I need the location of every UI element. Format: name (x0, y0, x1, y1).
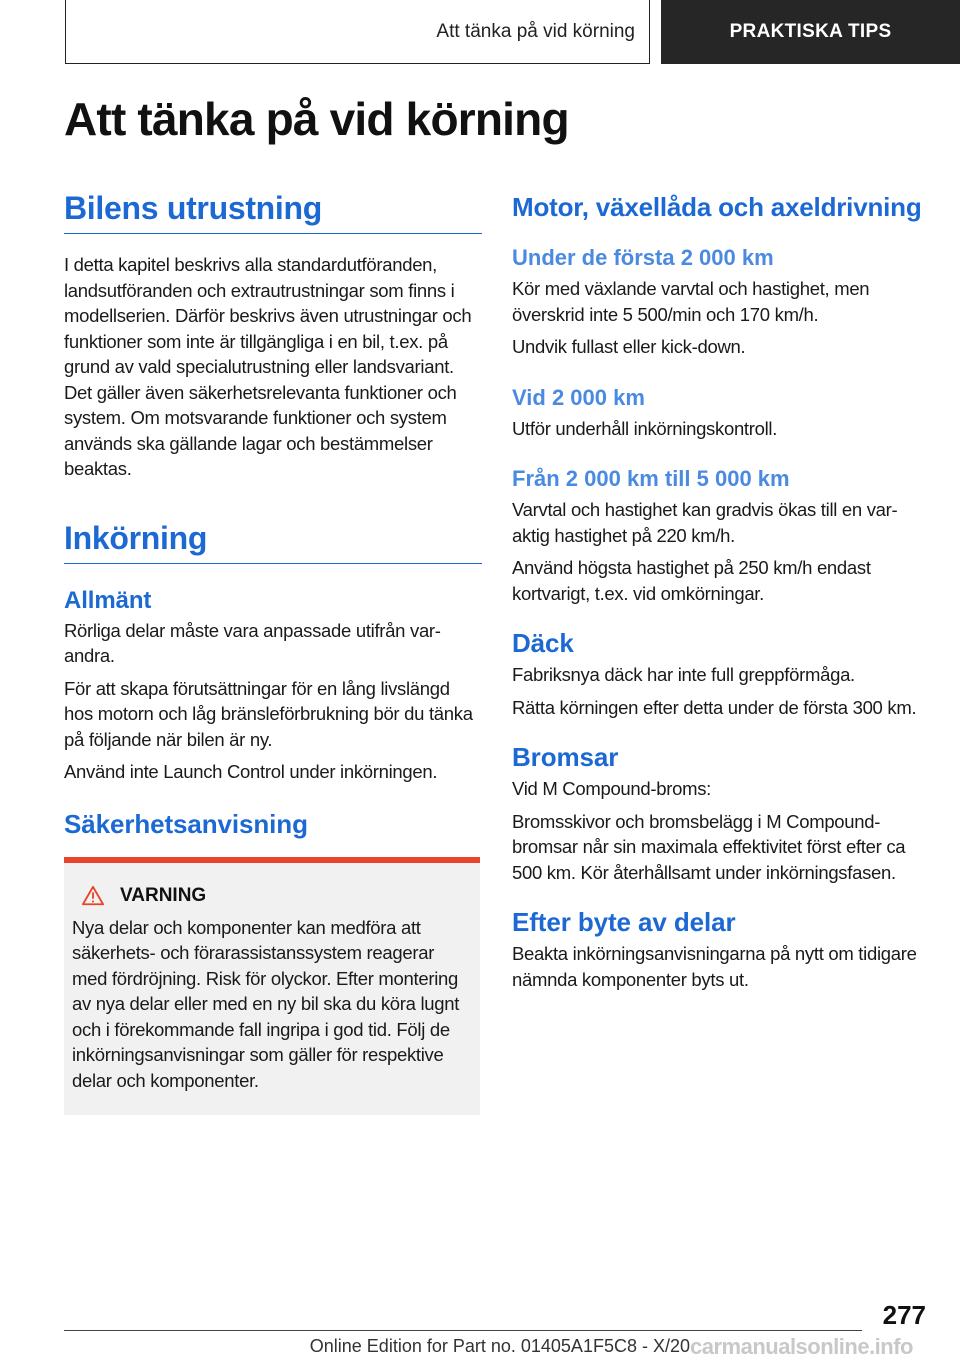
footer-edition: Online Edition for Part no. 01405A1F5C8 - X/20 (309, 1336, 690, 1356)
page-header (0, 0, 960, 66)
left-column (64, 190, 482, 1115)
tires-paragraph-1: Fabriksnya däck har inte full greppförmåga. (512, 664, 855, 685)
from-2000-paragraph-1: Varvtal och hastighet kan gradvis ökas till en varaktig hastighet på 220 km/h. (512, 499, 898, 546)
warning-header (82, 885, 472, 907)
brakes-paragraph-1: Vid M Compound-broms: (512, 778, 711, 799)
page-number: 277 (882, 1300, 926, 1330)
first-2000-paragraph-1: Kör med växlande varvtal och hastighet, men överskrid inte 5 500/min och 170 km/h. (512, 278, 870, 325)
from-2000-heading: Från 2 000 km till 5 000 km (512, 466, 790, 491)
brakes-paragraph-2: Bromsskivor och bromsbelägg i M Compound-bromsar når sin maximala effektivitet först efter ca 500 km. Kör återhållsamt under inkörningsfasen. (512, 810, 906, 883)
header-section-title: Att tänka på vid körning (65, 0, 650, 64)
warning-triangle-icon (82, 885, 104, 907)
warning-box (64, 857, 480, 1116)
first-2000-paragraph-2: Undvik fullast eller kick-down. (512, 336, 746, 357)
header-chapter-tab: PRAKTISKA TIPS (661, 0, 960, 64)
at-2000-heading: Vid 2 000 km (512, 384, 645, 410)
general-heading: Allmänt (64, 586, 152, 614)
safety-heading: Säkerhetsanvisning (64, 808, 308, 839)
parts-heading: Efter byte av delar (512, 907, 736, 937)
right-column (512, 192, 924, 992)
breakin-paragraph-1: Rörliga delar måste vara anpassade utifrån varandra. (64, 619, 441, 666)
first-2000-heading: Under de första 2 000 km (512, 245, 774, 270)
tires-heading: Däck (512, 628, 574, 658)
parts-paragraph: Beakta inkörningsanvisningarna på nytt om tidigare nämnda komponenter byts ut. (512, 943, 917, 990)
warning-text: Nya delar och komponenter kan medföra att säkerhets- och förarassistanssystem reagerar med fördröjning. Risk för olyckor. Efter montering av nya delar eller med en ny bil ska du köra lugnt och i förekommande fall ingripa i god tid. Följ de inkörningsanvisningar som gäller för respektive delar och komponenter. (72, 916, 460, 1091)
page-title: Att tänka på vid körning (64, 93, 569, 145)
footer-divider (64, 1330, 862, 1331)
at-2000-paragraph: Utför underhåll inkörningskontroll. (512, 417, 778, 439)
tires-paragraph-2: Rätta körningen efter detta under de första 300 km. (512, 696, 917, 718)
equipment-paragraph: I detta kapitel beskrivs alla standardutföranden, landsutföranden och extrautrustningar som finns i modellserien. Därför beskrivs även utrustningar och funktioner som inte är tillgängliga i en bil, t.ex. på grund av vald specialutrustning eller landsvariant. Det gäller även säkerhetsrelevanta funktioner och system. Om motsvarande funktioner och system används ska gällande lagar och bestämmelser beaktas. (64, 254, 472, 479)
warning-label: VARNING (120, 884, 207, 906)
watermark: carmanualsonline.info (690, 1334, 913, 1359)
breakin-paragraph-2: För att skapa förutsättningar för en lång livslängd hos motorn och låg bränsleförbrukning bör du tänka på följande när bilen är ny. (64, 677, 473, 750)
brakes-heading: Bromsar (512, 742, 619, 772)
from-2000-paragraph-2: Använd högsta hastighet på 250 km/h endast kortvarigt, t.ex. vid omkörningar. (512, 557, 871, 604)
equipment-heading: Bilens utrustning (64, 190, 482, 234)
breakin-heading: Inkörning (64, 520, 482, 564)
breakin-paragraph-3: Använd inte Launch Control under inkörningen. (64, 761, 438, 782)
motor-heading: Motor, växellåda och axeldrivning (512, 192, 922, 222)
